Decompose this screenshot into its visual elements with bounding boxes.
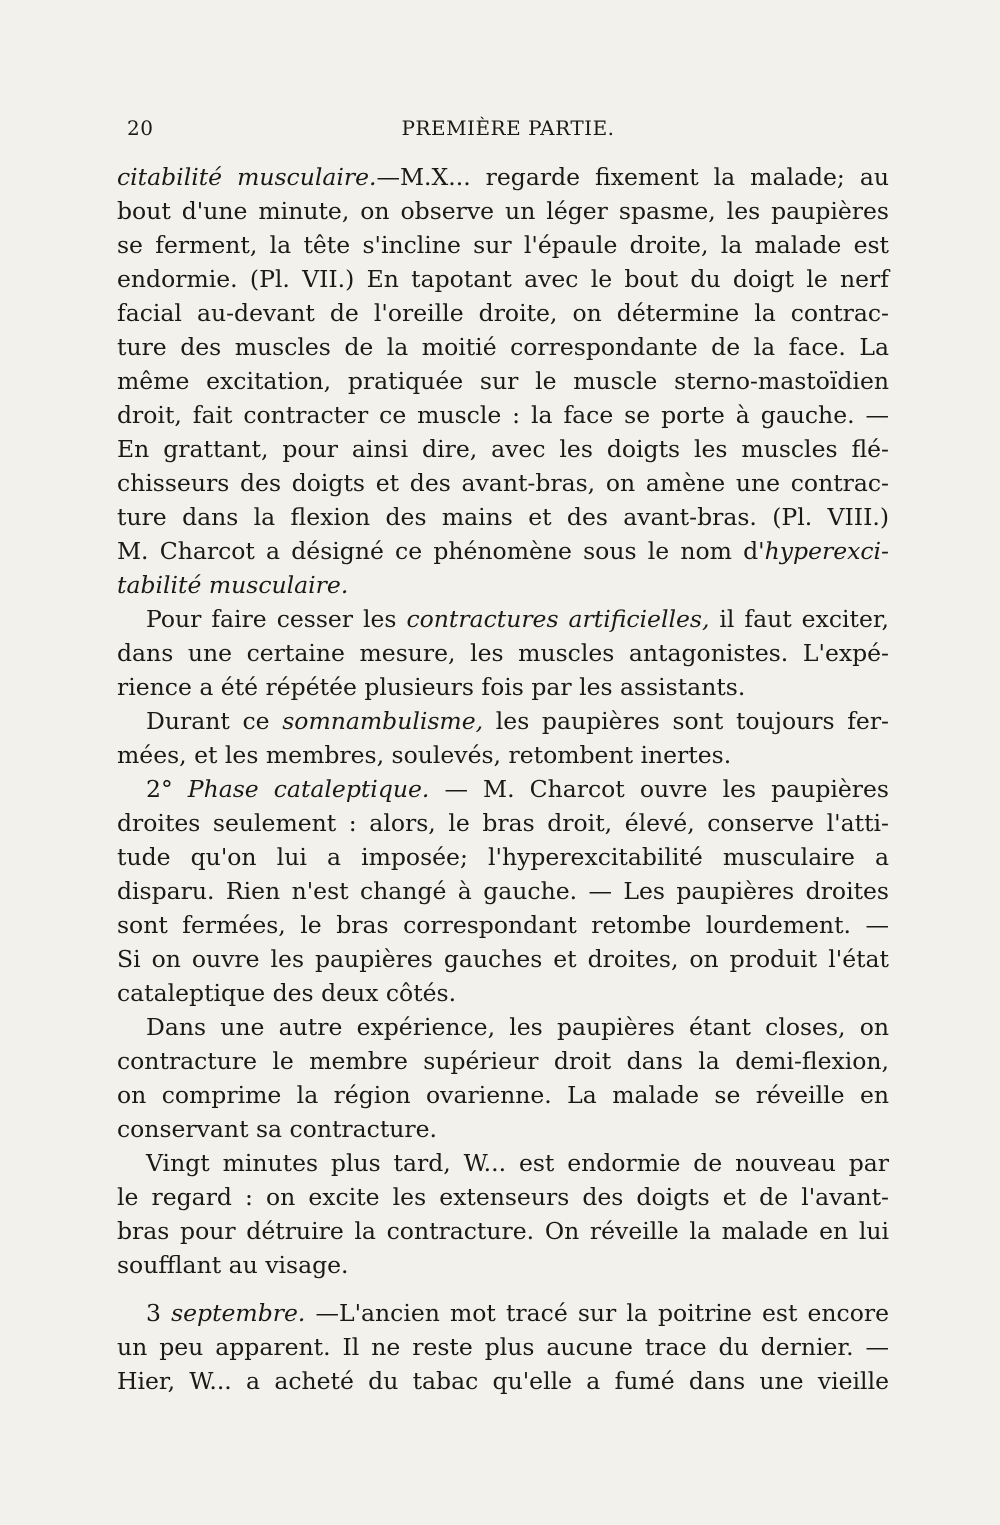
text-line: Durant ce somnambulisme, les paupières sont toujours fer- [146, 707, 889, 735]
text-line: dans une certaine mesure, les muscles antagonistes. L'expé- [117, 639, 889, 667]
text-line: mées, et les membres, soulevés, retombent inertes. [117, 741, 732, 769]
text-line: En grattant, pour ainsi dire, avec les doigts les muscles flé- [117, 435, 889, 463]
text-line: soufflant au visage. [117, 1251, 349, 1279]
text-line: Vingt minutes plus tard, W... est endormie de nouveau par [146, 1149, 889, 1177]
text-line: ture des muscles de la moitié correspondante de la face. La [117, 333, 889, 361]
text-line: tude qu'on lui a imposée; l'hyperexcitabilité musculaire a [117, 843, 889, 871]
text-line: droit, fait contracter ce muscle : la face se porte à gauche. — [117, 401, 889, 429]
text-line: se ferment, la tête s'incline sur l'épaule droite, la malade est [117, 231, 889, 259]
page-header [127, 116, 889, 146]
text-line: facial au-devant de l'oreille droite, on détermine la contrac- [117, 299, 889, 327]
text-line: le regard : on excite les extenseurs des doigts et de l'avant- [117, 1183, 889, 1211]
text-line: tabilité musculaire. [117, 571, 349, 599]
text-line: cataleptique des deux côtés. [117, 979, 457, 1007]
text-line: droites seulement : alors, le bras droit, élevé, conserve l'atti- [117, 809, 889, 837]
text-line: disparu. Rien n'est changé à gauche. — Les paupières droites [117, 877, 889, 905]
text-line: Si on ouvre les paupières gauches et droites, on produit l'état [117, 945, 889, 973]
text-line: bras pour détruire la contracture. On réveille la malade en lui [117, 1217, 889, 1245]
text-line: rience a été répétée plusieurs fois par les assistants. [117, 673, 746, 701]
text-line: un peu apparent. Il ne reste plus aucune trace du dernier. — [117, 1333, 889, 1361]
text-line: Pour faire cesser les contractures artificielles, il faut exciter, [146, 605, 889, 633]
text-line: on comprime la région ovarienne. La malade se réveille en [117, 1081, 889, 1109]
text-line: même excitation, pratiquée sur le muscle sterno-mastoïdien [117, 367, 889, 395]
text-line: contracture le membre supérieur droit dans la demi-flexion, [117, 1047, 889, 1075]
text-line: conservant sa contracture. [117, 1115, 438, 1143]
running-title: PREMIÈRE PARTIE. [401, 116, 615, 140]
text-line: M. Charcot a désigné ce phénomène sous le nom d'hyperexci- [117, 537, 889, 565]
text-line: Dans une autre expérience, les paupières étant closes, on [146, 1013, 889, 1041]
text-line: sont fermées, le bras correspondant retombe lourdement. — [117, 911, 889, 939]
page-number: 20 [127, 116, 154, 140]
text-line: 3 septembre. —L'ancien mot tracé sur la poitrine est encore [146, 1299, 890, 1327]
text-line: Hier, W... a acheté du tabac qu'elle a fumé dans une vieille [117, 1367, 889, 1395]
text-line: chisseurs des doigts et des avant-bras, on amène une contrac- [117, 469, 889, 497]
text-line: bout d'une minute, on observe un léger spasme, les paupières [117, 197, 889, 225]
text-line: ture dans la flexion des mains et des avant-bras. (Pl. VIII.) [117, 503, 889, 531]
text-line: endormie. (Pl. VII.) En tapotant avec le bout du doigt le nerf [117, 265, 889, 293]
text-line: 2° Phase cataleptique. — M. Charcot ouvre les paupières [146, 775, 889, 803]
text-line: citabilité musculaire.—M.X... regarde fixement la malade; au [117, 163, 889, 191]
